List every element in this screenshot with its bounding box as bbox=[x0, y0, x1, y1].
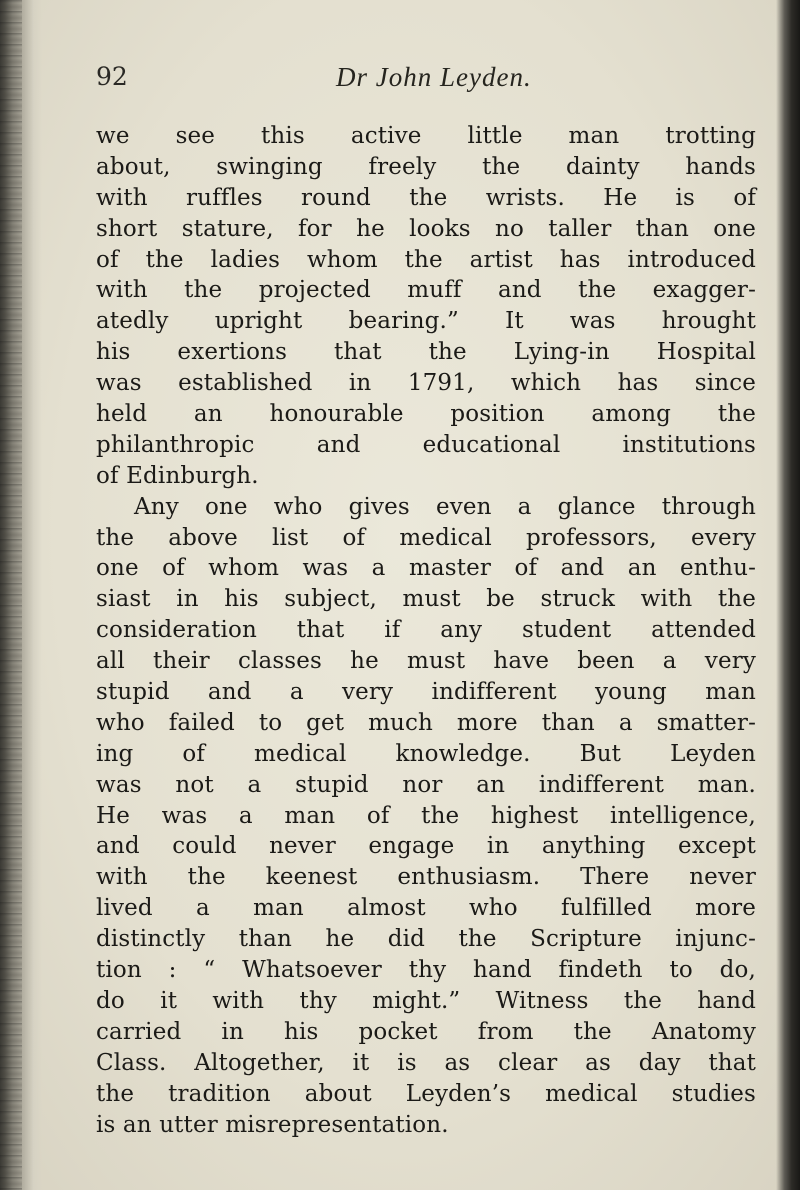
text-line: tion : “ Whatsoever thy hand findeth to do, bbox=[96, 957, 756, 984]
text-line: and could never engage in anything except bbox=[96, 833, 756, 860]
text-line: held an honourable position among the bbox=[96, 401, 756, 428]
paragraph-end-line: of Edinburgh. bbox=[96, 462, 259, 489]
text-line: about, swinging freely the dainty hands bbox=[96, 153, 756, 180]
text-line: of the ladies whom the artist has introduced bbox=[96, 246, 756, 273]
text-line: distinctly than he did the Scripture injunc- bbox=[96, 926, 756, 953]
text-line: lived a man almost who fulfilled more bbox=[96, 895, 756, 922]
running-header bbox=[96, 62, 756, 102]
text-line: with the projected muff and the exagger- bbox=[96, 277, 756, 304]
text-line: the tradition about Leyden’s medical studies bbox=[96, 1080, 756, 1107]
text-line: Class. Altogether, it is as clear as day that bbox=[96, 1049, 756, 1076]
binding-shadow bbox=[0, 0, 42, 1190]
text-line: with ruffles round the wrists. He is of bbox=[96, 184, 756, 211]
text-line: He was a man of the highest intelligence, bbox=[96, 802, 756, 829]
text-line: carried in his pocket from the Anatomy bbox=[96, 1018, 756, 1045]
page-edge-shadow bbox=[776, 0, 800, 1190]
text-line: was established in 1791, which has since bbox=[96, 370, 756, 397]
text-line: one of whom was a master of and an enthu- bbox=[96, 555, 756, 582]
text-line: we see this active little man trotting bbox=[96, 123, 756, 149]
text-line: all their classes he must have been a very bbox=[96, 648, 756, 675]
text-line: the above list of medical professors, every bbox=[96, 524, 756, 551]
text-line: his exertions that the Lying-in Hospital bbox=[96, 339, 756, 366]
text-line: who failed to get much more than a smatter- bbox=[96, 709, 756, 736]
page-number: 92 bbox=[96, 62, 128, 91]
text-line: with the keenest enthusiasm. There never bbox=[96, 864, 756, 891]
text-line: atedly upright bearing.” It was hrought bbox=[96, 308, 756, 335]
text-line: philanthropic and educational institutions bbox=[96, 431, 756, 458]
text-line: ing of medical knowledge. But Leyden bbox=[96, 740, 756, 767]
text-line: short stature, for he looks no taller than one bbox=[96, 215, 756, 242]
text-line: was not a stupid nor an indifferent man. bbox=[96, 771, 756, 798]
paragraph-first-line: Any one who gives even a glance through bbox=[134, 493, 756, 520]
body-text bbox=[96, 121, 756, 1140]
text-line: stupid and a very indifferent young man bbox=[96, 679, 756, 706]
text-line: do it with thy might.” Witness the hand bbox=[96, 987, 756, 1014]
text-line: siast in his subject, must be struck with the bbox=[96, 586, 756, 613]
paragraph-end-line: is an utter misrepresentation. bbox=[96, 1111, 449, 1138]
running-title: Dr John Leyden. bbox=[336, 62, 532, 92]
text-line: consideration that if any student attended bbox=[96, 617, 756, 644]
